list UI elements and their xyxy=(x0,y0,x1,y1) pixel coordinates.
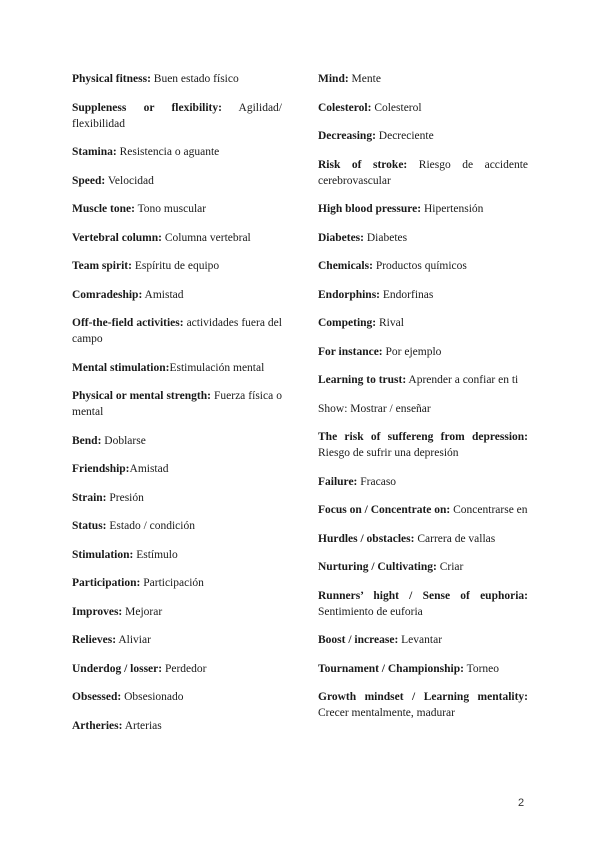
glossary-term: Relieves: xyxy=(72,634,117,646)
glossary-definition: Resistencia o aguante xyxy=(116,146,220,158)
glossary-definition: Diabetes xyxy=(364,231,408,244)
glossary-entry xyxy=(72,604,282,620)
glossary-definition: Velocidad xyxy=(105,174,154,187)
glossary-entry xyxy=(72,258,282,274)
glossary-definition: Torneo xyxy=(463,662,500,675)
glossary-entry xyxy=(72,230,282,246)
glossary-definition: Por ejemplo xyxy=(382,345,442,358)
glossary-term: Stamina: xyxy=(72,146,117,158)
glossary-term: Boost / increase: xyxy=(318,634,399,646)
glossary-entry xyxy=(72,173,282,189)
glossary-term: Participation: xyxy=(72,577,141,589)
glossary-entry xyxy=(318,71,528,87)
glossary-term: Learning to trust: xyxy=(318,374,407,386)
glossary-definition: Espíritu de equipo xyxy=(131,260,220,272)
glossary-entry xyxy=(72,71,282,87)
glossary-entry xyxy=(318,531,528,547)
glossary-definition: Colesterol xyxy=(371,101,422,114)
glossary-definition: Mejorar xyxy=(122,605,163,618)
glossary-term: Endorphins: xyxy=(318,288,381,301)
glossary-entry xyxy=(72,388,282,420)
glossary-entry xyxy=(72,287,282,303)
glossary-left-column xyxy=(72,71,282,746)
glossary-definition: Carrera de vallas xyxy=(414,532,496,545)
glossary-definition: Amistad xyxy=(129,463,169,475)
glossary-entry xyxy=(72,575,282,591)
glossary-term: Improves: xyxy=(72,605,123,618)
glossary-term: Artheries: xyxy=(72,719,123,732)
glossary-term: For instance: xyxy=(318,345,383,358)
glossary-term: Vertebral column: xyxy=(72,231,162,244)
glossary-definition: Agilidad/ flexibilidad xyxy=(72,101,282,130)
glossary-term: Off-the-field activities: xyxy=(72,317,184,329)
glossary-definition: Hipertensión xyxy=(421,203,484,215)
glossary-term: Comradeship: xyxy=(72,288,143,301)
glossary-definition: Sentimiento de euforia xyxy=(318,605,423,618)
glossary-entry xyxy=(318,474,528,490)
glossary-term: Decreasing: xyxy=(318,130,376,142)
glossary-term: Stimulation: xyxy=(72,548,134,561)
glossary-term: High blood pressure: xyxy=(318,203,422,215)
glossary-entry xyxy=(318,401,528,417)
glossary-entry xyxy=(72,632,282,648)
glossary-entry xyxy=(318,689,528,721)
glossary-definition: Riesgo de accidente cerebrovascular xyxy=(318,158,529,187)
glossary-entry xyxy=(318,429,528,461)
page-number: 2 xyxy=(518,797,525,809)
glossary-entry xyxy=(318,157,528,189)
glossary-definition: Obsesionado xyxy=(121,691,184,703)
glossary-term: Failure: xyxy=(318,475,358,488)
glossary-term: Speed: xyxy=(72,174,106,187)
glossary-term: Runners’ hight / Sense of euphoria: xyxy=(318,589,528,602)
glossary-entry xyxy=(72,100,282,132)
glossary-definition: Arterias xyxy=(122,719,162,732)
glossary-entry xyxy=(72,315,282,347)
glossary-term: Chemicals: xyxy=(318,260,373,272)
glossary-right-column xyxy=(318,71,528,734)
glossary-definition: Levantar xyxy=(398,634,443,646)
glossary-term: Competing: xyxy=(318,317,377,329)
glossary-term: Underdog / losser: xyxy=(72,662,163,675)
glossary-definition: Rival xyxy=(376,317,404,329)
glossary-term: Hurdles / obstacles: xyxy=(318,532,415,545)
glossary-entry xyxy=(318,287,528,303)
glossary-entry xyxy=(318,230,528,246)
glossary-definition: Buen estado físico xyxy=(150,73,239,85)
glossary-entry xyxy=(318,315,528,331)
glossary-entry xyxy=(318,559,528,575)
glossary-entry xyxy=(72,718,282,734)
glossary-entry xyxy=(318,128,528,144)
glossary-entry xyxy=(72,144,282,160)
glossary-definition: Aliviar xyxy=(116,634,151,646)
glossary-definition: Concentrarse en xyxy=(450,504,528,516)
glossary-term: Muscle tone: xyxy=(72,203,135,215)
glossary-definition: Columna vertebral xyxy=(161,231,251,244)
glossary-term: Risk of stroke: xyxy=(318,158,408,171)
glossary-term: Growth mindset / Learning mentality: xyxy=(318,691,528,703)
glossary-definition: Estado / condición xyxy=(106,520,195,532)
glossary-term: Nurturing / Cultivating: xyxy=(318,561,437,573)
glossary-term: Suppleness or flexibility: xyxy=(72,101,222,114)
glossary-term: Status: xyxy=(72,520,107,532)
glossary-entry xyxy=(72,490,282,506)
glossary-entry xyxy=(318,100,528,116)
glossary-definition: Crecer mentalmente, madurar xyxy=(318,707,455,719)
glossary-definition: Fracaso xyxy=(357,475,397,488)
glossary-term: Obsessed: xyxy=(72,691,122,703)
glossary-definition: Amistad xyxy=(142,288,184,301)
glossary-definition: Mente xyxy=(348,73,381,85)
glossary-term: Colesterol: xyxy=(318,101,372,114)
glossary-term: Mind: xyxy=(318,73,349,85)
glossary-definition: Endorfinas xyxy=(380,288,434,301)
glossary-definition: Show: Mostrar / enseñar xyxy=(318,402,431,415)
glossary-entry xyxy=(72,201,282,217)
glossary-entry xyxy=(72,461,282,477)
glossary-term: Diabetes: xyxy=(318,231,364,244)
glossary-entry xyxy=(72,360,282,376)
glossary-definition: Riesgo de sufrir una depresión xyxy=(318,447,459,459)
glossary-entry xyxy=(318,344,528,360)
glossary-entry xyxy=(72,433,282,449)
glossary-term: Strain: xyxy=(72,491,107,504)
glossary-definition: actividades fuera del campo xyxy=(72,317,282,345)
glossary-term: Focus on / Concentrate on: xyxy=(318,504,451,516)
glossary-entry xyxy=(318,201,528,217)
glossary-entry xyxy=(72,661,282,677)
glossary-term: The risk of suffereng from depression: xyxy=(318,431,528,443)
glossary-term: Mental stimulation: xyxy=(72,361,170,374)
glossary-entry xyxy=(318,502,528,518)
glossary-entry xyxy=(72,689,282,705)
glossary-entry xyxy=(72,518,282,534)
glossary-definition: Perdedor xyxy=(162,662,207,675)
glossary-term: Friendship: xyxy=(72,463,130,475)
glossary-term: Physical fitness: xyxy=(72,73,151,85)
glossary-definition: Participación xyxy=(140,577,204,589)
glossary-definition: Doblarse xyxy=(101,434,146,447)
glossary-term: Tournament / Championship: xyxy=(318,662,464,675)
glossary-entry xyxy=(72,547,282,563)
glossary-term: Team spirit: xyxy=(72,260,132,272)
glossary-definition: Tono muscular xyxy=(134,203,207,215)
glossary-definition: Aprender a confiar en ti xyxy=(406,374,519,386)
glossary-entry xyxy=(318,588,528,620)
glossary-definition: Estimulación mental xyxy=(169,361,265,374)
glossary-entry xyxy=(318,661,528,677)
glossary-definition: Productos químicos xyxy=(372,260,467,272)
glossary-entry xyxy=(318,632,528,648)
glossary-definition: Estímulo xyxy=(133,548,178,561)
glossary-term: Bend: xyxy=(72,434,102,447)
glossary-entry xyxy=(318,258,528,274)
glossary-definition: Presión xyxy=(106,491,144,504)
glossary-definition: Criar xyxy=(436,561,464,573)
glossary-definition: Fuerza física o mental xyxy=(72,390,282,418)
glossary-term: Physical or mental strength: xyxy=(72,390,211,402)
glossary-entry xyxy=(318,372,528,388)
glossary-definition: Decreciente xyxy=(375,130,434,142)
